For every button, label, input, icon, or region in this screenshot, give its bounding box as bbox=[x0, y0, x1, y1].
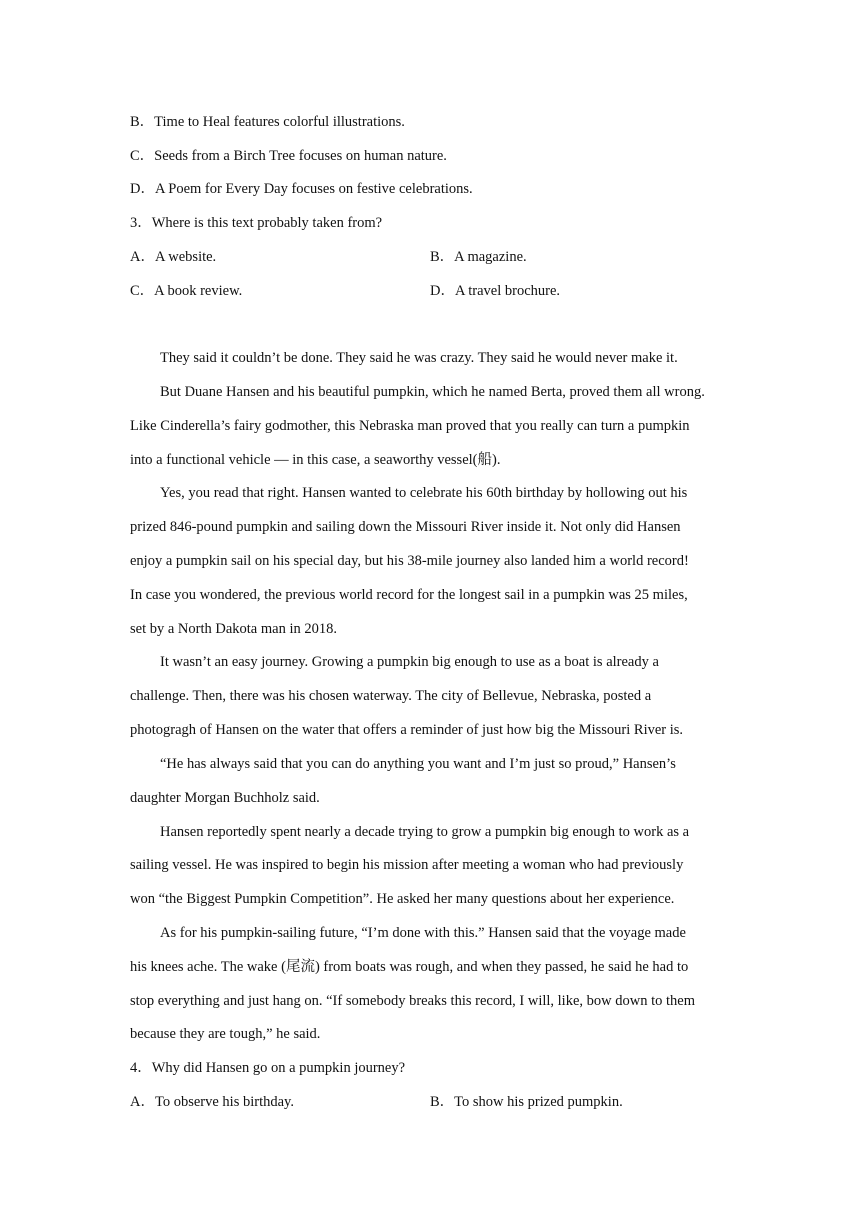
passage-paragraph-3-line-1: Yes, you read that right. Hansen wanted to celebrate his 60th birthday by hollowing out his bbox=[160, 485, 688, 501]
passage-paragraph-7-line-4: because they are tough,” he said. bbox=[130, 1026, 321, 1042]
q4-option-b: B．To show his prized pumpkin. bbox=[430, 1094, 623, 1110]
q3-option-a: A．A website. bbox=[130, 249, 217, 265]
q2-option-c: C．Seeds from a Birch Tree focuses on human nature. bbox=[130, 148, 447, 164]
passage-paragraph-4-line-1: It wasn’t an easy journey. Growing a pumpkin big enough to use as a boat is already a bbox=[160, 654, 659, 670]
passage-paragraph-5-line-1: “He has always said that you can do anything you want and I’m just so proud,” Hansen’s bbox=[160, 756, 676, 772]
passage-paragraph-4-line-3: photogragh of Hansen on the water that offers a reminder of just how big the Missouri River is. bbox=[130, 722, 684, 738]
q3-option-b: B．A magazine. bbox=[430, 249, 527, 265]
q2-option-b: B．Time to Heal features colorful illustrations. bbox=[130, 114, 405, 130]
q3-option-d: D．A travel brochure. bbox=[430, 283, 561, 299]
passage-paragraph-7-line-3: stop everything and just hang on. “If somebody breaks this record, I will, like, bow down to them bbox=[130, 993, 695, 1009]
q4-option-a: A．To observe his birthday. bbox=[130, 1094, 294, 1110]
q3-stem: 3．Where is this text probably taken from? bbox=[130, 215, 383, 231]
q3-option-c: C．A book review. bbox=[130, 283, 243, 299]
passage-paragraph-3-line-4: In case you wondered, the previous world record for the longest sail in a pumpkin was 25 miles, bbox=[130, 587, 688, 603]
passage-paragraph-3-line-3: enjoy a pumpkin sail on his special day, but his 38-mile journey also landed him a world record! bbox=[130, 553, 689, 569]
passage-paragraph-6-line-2: sailing vessel. He was inspired to begin his mission after meeting a woman who had previously bbox=[130, 857, 684, 873]
passage-paragraph-6-line-3: won “the Biggest Pumpkin Competition”. He asked her many questions about her experience. bbox=[130, 891, 675, 907]
passage-paragraph-5-line-2: daughter Morgan Buchholz said. bbox=[130, 790, 320, 806]
passage-paragraph-2-line-3: into a functional vehicle — in this case, a seaworthy vessel(船). bbox=[130, 452, 501, 468]
passage-paragraph-2-line-1: But Duane Hansen and his beautiful pumpkin, which he named Berta, proved them all wrong. bbox=[160, 384, 705, 400]
q4-stem: 4．Why did Hansen go on a pumpkin journey? bbox=[130, 1060, 406, 1076]
passage-paragraph-7-line-1: As for his pumpkin-sailing future, “I’m done with this.” Hansen said that the voyage made bbox=[160, 925, 686, 941]
passage-paragraph-7-line-2: his knees ache. The wake (尾流) from boats was rough, and when they passed, he said he had to bbox=[130, 959, 689, 975]
passage-paragraph-2-line-2: Like Cinderella’s fairy godmother, this Nebraska man proved that you really can turn a pumpkin bbox=[130, 418, 690, 434]
passage-paragraph-3-line-5: set by a North Dakota man in 2018. bbox=[130, 621, 337, 637]
q2-option-d: D．A Poem for Every Day focuses on festive celebrations. bbox=[130, 181, 473, 197]
passage-paragraph-4-line-2: challenge. Then, there was his chosen waterway. The city of Bellevue, Nebraska, posted a bbox=[130, 688, 652, 704]
passage-paragraph-6-line-1: Hansen reportedly spent nearly a decade trying to grow a pumpkin big enough to work as a bbox=[160, 824, 690, 840]
passage-paragraph-3-line-2: prized 846-pound pumpkin and sailing down the Missouri River inside it. Not only did Hansen bbox=[130, 519, 681, 535]
passage-paragraph-1: They said it couldn’t be done. They said he was crazy. They said he would never make it. bbox=[160, 350, 678, 366]
